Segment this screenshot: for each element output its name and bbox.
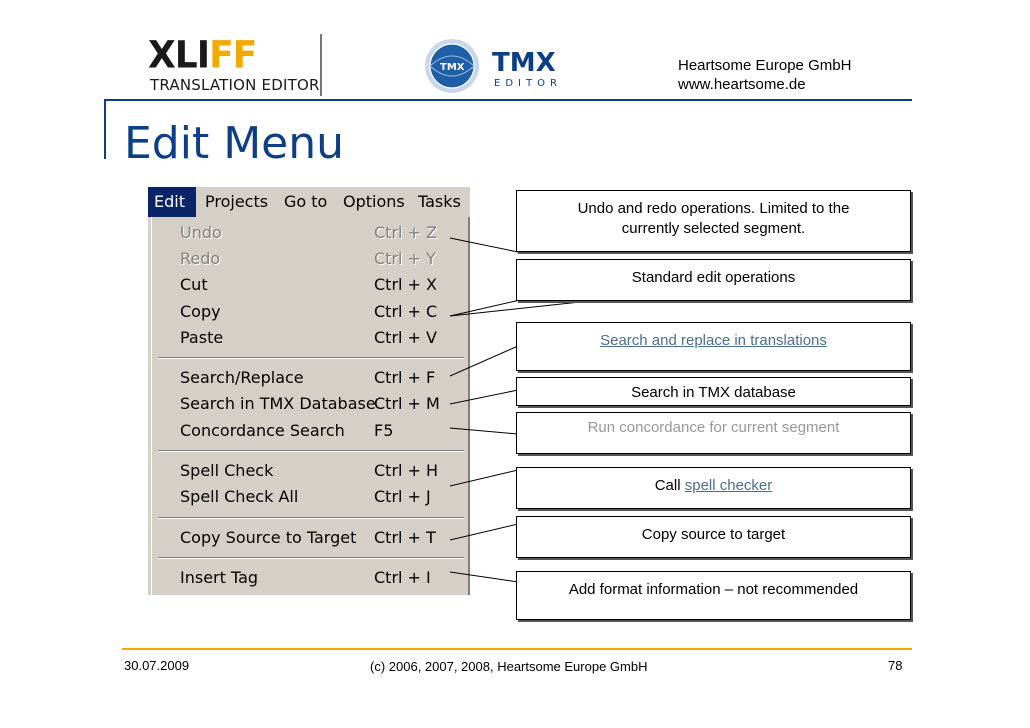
logo-divider [320,34,322,96]
menu-item-redo[interactable]: Redo Ctrl + Y [180,249,436,268]
menu-item-spell-check[interactable]: Spell Check Ctrl + H [180,461,439,480]
xliff-logo-word: XLIFF [148,33,257,77]
footer-date: 30.07.2009 [124,658,190,673]
menu-item-spell-check-all[interactable]: Spell Check All Ctrl + J [180,487,431,506]
edit-menu-screenshot [148,187,470,595]
page-title: Edit Menu [124,118,344,169]
menubar-item-tasks[interactable]: Tasks [418,192,461,211]
menu-item-cut[interactable]: Cut Ctrl + X [180,275,438,294]
callout-undo-redo-line2: currently selected segment. [621,220,806,237]
company-url: www.heartsome.de [678,76,806,93]
company-info [678,56,851,94]
menu-separator [158,557,464,559]
callout-search-replace [516,322,911,371]
menu-item-copy-source-to-target[interactable]: Copy Source to Target Ctrl + T [180,528,436,547]
tmx-globe-icon [418,36,488,98]
callout-search-tmx: Search in TMX database [516,377,911,406]
search-replace-link[interactable]: Search and replace in translations [600,332,827,349]
company-name: Heartsome Europe GmbH [678,57,852,74]
tmx-logo-word: TMX [492,48,556,78]
menu-separator [158,450,464,452]
tmx-globe-text: TMX [440,62,465,73]
xliff-translation-editor-logo [148,33,320,98]
footer-rule [122,648,912,650]
menubar-item-edit[interactable]: Edit [148,187,196,217]
spell-checker-link[interactable]: spell checker [684,477,773,494]
menubar-item-goto[interactable]: Go to [284,192,328,211]
menubar-item-options[interactable]: Options [343,192,405,211]
header-vertical-rule [104,99,106,159]
callout-edit-operations: Standard edit operations [516,259,911,301]
page-number: 78 [888,658,903,673]
callout-undo-redo [516,190,911,252]
menu-item-paste[interactable]: Paste Ctrl + V [180,328,437,347]
menu-item-insert-tag[interactable]: Insert Tag Ctrl + I [180,568,431,587]
menubar [148,187,470,217]
menubar-item-projects[interactable]: Projects [205,192,269,211]
menu-item-concordance-search[interactable]: Concordance Search F5 [180,421,394,440]
callout-undo-redo-line1: Undo and redo operations. Limited to the [577,200,850,217]
header-rule [106,99,912,101]
callout-spell-checker: Call spell checker [516,467,911,509]
footer-copyright: (c) 2006, 2007, 2008, Heartsome Europe GmbH [370,659,648,674]
menu-separator [158,517,464,519]
edit-dropdown-menu [151,217,470,595]
menu-item-copy[interactable]: Copy Ctrl + C [180,302,438,321]
xliff-logo-subtitle: TRANSLATION EDITOR [150,76,320,94]
tmx-logo-subtitle: EDITOR [494,78,562,89]
menu-item-undo[interactable]: Undo Ctrl + Z [180,223,438,242]
tmx-editor-logo [418,36,568,98]
menu-item-search-tmx[interactable]: Search in TMX Database Ctrl + M [180,394,440,413]
callout-copy-source: Copy source to target [516,516,911,558]
menu-separator [158,357,464,359]
callout-insert-tag: Add format information – not recommended [516,571,911,620]
menu-item-search-replace[interactable]: Search/Replace Ctrl + F [180,368,436,387]
callout-concordance: Run concordance for current segment [516,412,911,454]
